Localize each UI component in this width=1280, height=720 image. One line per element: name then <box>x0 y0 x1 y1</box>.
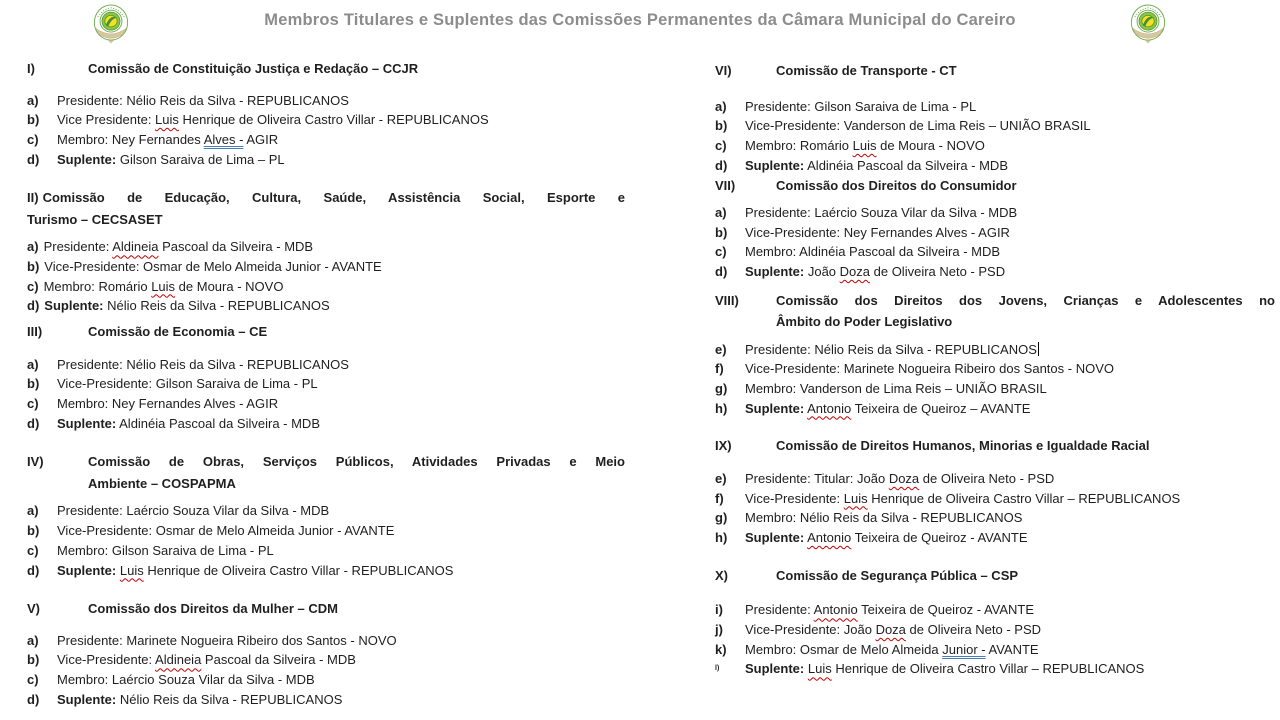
member-text: Suplente: Antonio Teixeira de Queiroz - AVANTE <box>745 530 1028 546</box>
member-list <box>715 469 1275 548</box>
commission-title <box>88 598 625 620</box>
commission-title-line: Âmbito do Poder Legislativo <box>776 314 953 330</box>
member-text: Vice Presidente: Luis Henrique de Oliveira Castro Villar - REPUBLICANOS <box>57 112 489 128</box>
list-marker: e) <box>715 341 727 357</box>
member-text: Presidente: Antonio Teixeira de Queiroz - AVANTE <box>745 602 1035 618</box>
member-list <box>715 97 1275 176</box>
member-row[interactable] <box>715 620 1275 640</box>
commission-title-line: Turismo – CECSASET <box>27 211 163 227</box>
commission-title <box>88 58 625 80</box>
member-list <box>27 355 625 434</box>
list-marker: c) <box>715 244 727 260</box>
commission-title <box>88 321 625 343</box>
member-row[interactable] <box>27 650 625 670</box>
member-text: Vice-Presidente: Vanderson de Lima Reis – UNIÃO BRASIL <box>745 118 1091 134</box>
member-text: Membro: Romário Luis de Moura - NOVO <box>43 278 284 294</box>
list-marker: c) <box>27 278 39 294</box>
member-row[interactable] <box>715 116 1275 136</box>
list-marker: a) <box>27 356 39 372</box>
section-numeral: III) <box>27 324 43 340</box>
member-row[interactable] <box>715 136 1275 156</box>
member-row[interactable] <box>715 242 1275 262</box>
member-row[interactable] <box>715 203 1275 223</box>
municipal-seal-icon <box>1129 3 1167 44</box>
commission-title-line: Comissão de Economia – CE <box>88 324 268 340</box>
member-text: Membro: Vanderson de Lima Reis – UNIÃO BRASIL <box>745 381 1047 397</box>
member-row[interactable] <box>715 469 1275 489</box>
document-column-left <box>27 50 625 710</box>
commission-section <box>715 175 1275 281</box>
commission-title-line: Comissão de Segurança Pública – CSP <box>776 567 1019 583</box>
member-text: Membro: Gilson Saraiva de Lima - PL <box>57 542 274 558</box>
spellcheck-underline: Aldineia <box>155 652 202 668</box>
list-marker: a) <box>27 239 39 255</box>
list-marker: b) <box>27 112 40 128</box>
member-text: Suplente: Gilson Saraiva de Lima – PL <box>57 151 285 167</box>
member-row[interactable] <box>715 489 1275 509</box>
list-marker: a) <box>27 632 39 648</box>
section-numeral: X) <box>715 567 728 583</box>
commission-title <box>776 290 1275 333</box>
list-marker: a) <box>715 204 727 220</box>
member-row[interactable] <box>27 150 625 170</box>
commission-section <box>27 598 625 709</box>
list-marker: b) <box>27 259 40 275</box>
section-numeral: I) <box>27 61 35 76</box>
grammar-underline: Alves - <box>203 131 244 147</box>
member-text: Membro: Osmar de Melo Almeida Junior - AVANTE <box>745 641 1039 657</box>
member-text: Membro: Aldinéia Pascoal da Silveira - MDB <box>745 244 1001 260</box>
commission-title-line: Comissão dos Direitos dos Jovens, Crianças e Adolescentes no <box>776 292 1275 308</box>
commission-title-line: Ambiente – COSPAPMA <box>88 475 236 491</box>
commission-section <box>715 435 1275 547</box>
list-marker: c) <box>27 542 39 558</box>
member-row[interactable] <box>27 91 625 111</box>
commission-title-line: Comissão de Transporte - CT <box>776 63 957 78</box>
member-row[interactable] <box>27 257 625 277</box>
member-row[interactable] <box>27 670 625 690</box>
member-text: Suplente: João Doza de Oliveira Neto - PSD <box>745 263 1006 279</box>
commission-title <box>88 451 625 494</box>
member-text: Suplente: Luis Henrique de Oliveira Castro Villar - REPUBLICANOS <box>57 562 454 578</box>
member-row[interactable] <box>27 355 625 375</box>
commission-title-line: Comissão dos Direitos da Mulher – CDM <box>88 601 338 617</box>
commission-heading[interactable] <box>715 290 1275 333</box>
list-marker: d) <box>27 691 40 707</box>
member-list <box>27 91 625 170</box>
spellcheck-underline: Luis <box>151 278 176 294</box>
commission-section <box>27 187 625 316</box>
member-text: Vice-Presidente: Marinete Nogueira Ribeiro dos Santos - NOVO <box>745 361 1114 377</box>
commission-heading[interactable] <box>27 598 625 620</box>
list-marker: c) <box>715 137 727 153</box>
list-marker: c) <box>27 672 39 688</box>
member-text: Membro: Laércio Souza Vilar da Silva - MDB <box>57 672 315 688</box>
member-text: Suplente: Luis Henrique de Oliveira Castro Villar – REPUBLICANOS <box>745 661 1145 677</box>
member-row[interactable] <box>27 110 625 130</box>
member-text: Presidente: Titular: João Doza de Oliveira Neto - PSD <box>745 470 1055 486</box>
spellcheck-underline: Antonio <box>813 602 858 618</box>
section-numeral: V) <box>27 601 40 617</box>
member-text: Vice-Presidente: João Doza de Oliveira Neto - PSD <box>745 621 1042 637</box>
commission-title-line: Comissão dos Direitos do Consumidor <box>776 178 1017 194</box>
list-marker: d) <box>715 263 728 279</box>
commission-title-line: Comissão de Obras, Serviços Públicos, Atividades Privadas e Meio <box>88 454 625 470</box>
member-text: Suplente: Aldinéia Pascoal da Silveira - MDB <box>57 415 320 431</box>
member-list <box>715 203 1275 282</box>
list-marker: c) <box>27 131 39 147</box>
spellcheck-underline: Luis <box>119 562 144 578</box>
list-marker: f) <box>715 490 724 506</box>
member-text: Presidente: Nélio Reis da Silva - REPUBLICANOS <box>745 340 1275 360</box>
member-row[interactable] <box>27 374 625 394</box>
member-row[interactable] <box>715 528 1275 548</box>
member-list <box>715 600 1275 679</box>
list-marker: d) <box>27 151 40 167</box>
member-list <box>27 631 625 710</box>
page-title: Membros Titulares e Suplentes das Comissões Permanentes da Câmara Municipal do Careiro <box>264 11 1016 29</box>
spellcheck-underline: Doza <box>875 621 906 637</box>
commission-heading[interactable] <box>27 451 625 494</box>
commission-title <box>776 435 1275 457</box>
commission-title <box>776 565 1275 587</box>
list-marker: b) <box>27 376 40 392</box>
list-marker: d) <box>27 415 40 431</box>
section-numeral: IV) <box>27 454 44 470</box>
commission-heading[interactable] <box>715 435 1275 457</box>
commission-heading[interactable] <box>715 175 1275 197</box>
commission-title-line: Comissão de Constituição Justiça e Redação – CCJR <box>88 61 419 76</box>
commission-title <box>776 60 1275 82</box>
member-text: Presidente: Nélio Reis da Silva - REPUBLICANOS <box>57 356 349 372</box>
member-text: Membro: Nélio Reis da Silva - REPUBLICANOS <box>745 510 1023 526</box>
member-list <box>27 501 625 580</box>
list-marker: l) <box>715 665 720 673</box>
member-row[interactable] <box>715 508 1275 528</box>
spellcheck-underline: Antonio <box>807 400 852 416</box>
list-marker: c) <box>27 396 39 412</box>
list-marker: j) <box>715 621 723 637</box>
member-text: Membro: Ney Fernandes Alves - AGIR <box>57 131 279 147</box>
member-row[interactable] <box>27 237 625 257</box>
commission-heading[interactable] <box>715 565 1275 587</box>
list-marker: b) <box>715 224 728 240</box>
section-numeral: II) <box>27 190 39 206</box>
member-row[interactable] <box>715 600 1275 620</box>
member-text: Vice-Presidente: Osmar de Melo Almeida Junior - AVANTE <box>57 523 395 539</box>
member-text: Suplente: Aldinéia Pascoal da Silveira - MDB <box>745 157 1008 173</box>
list-marker: a) <box>27 503 39 519</box>
list-marker: d) <box>715 157 728 173</box>
list-marker: b) <box>27 652 40 668</box>
spellcheck-underline: Luis <box>843 490 868 506</box>
member-text: Membro: Ney Fernandes Alves - AGIR <box>57 396 279 412</box>
member-text: Presidente: Laércio Souza Vilar da Silva - MDB <box>57 503 330 519</box>
list-marker: d) <box>27 562 40 578</box>
section-numeral: VI) <box>715 63 732 78</box>
member-row[interactable] <box>715 156 1275 176</box>
member-row[interactable] <box>715 399 1275 419</box>
member-text: Vice-Presidente: Gilson Saraiva de Lima - PL <box>57 376 318 392</box>
list-marker: e) <box>715 470 727 486</box>
commission-title-line: Comissão de Direitos Humanos, Minorias e Igualdade Racial <box>776 438 1150 454</box>
member-row[interactable] <box>27 501 625 521</box>
section-numeral: VIII) <box>715 292 739 308</box>
spellcheck-underline: Luis <box>155 112 179 128</box>
member-row[interactable] <box>715 379 1275 399</box>
commission-section <box>27 321 625 433</box>
member-text: Membro: Romário Luis de Moura - NOVO <box>745 137 985 153</box>
member-text: Presidente: Marinete Nogueira Ribeiro dos Santos - NOVO <box>57 632 397 648</box>
member-list <box>715 340 1275 419</box>
list-marker: d) <box>27 298 40 314</box>
spellcheck-underline: Aldineia <box>112 239 159 255</box>
member-row[interactable] <box>715 659 1275 679</box>
member-text: Vice-Presidente: Ney Fernandes Alves - AGIR <box>745 224 1010 240</box>
member-text: Vice-Presidente: Luis Henrique de Oliveira Castro Villar – REPUBLICANOS <box>745 490 1181 506</box>
commission-section <box>715 565 1275 679</box>
member-row[interactable] <box>27 414 625 434</box>
commission-title <box>776 175 1275 197</box>
spellcheck-underline: Luis <box>807 661 832 677</box>
commission-section <box>27 451 625 580</box>
list-marker: f) <box>715 361 724 377</box>
member-text: Presidente: Laércio Souza Vilar da Silva - MDB <box>745 204 1018 220</box>
member-row[interactable] <box>715 97 1275 117</box>
commission-section <box>27 58 625 169</box>
section-numeral: VII) <box>715 178 736 194</box>
member-row[interactable] <box>27 521 625 541</box>
member-row[interactable] <box>27 541 625 561</box>
commission-heading[interactable] <box>27 321 625 343</box>
member-row[interactable] <box>715 640 1275 660</box>
spellcheck-underline: Doza <box>888 470 920 486</box>
member-row[interactable] <box>715 223 1275 243</box>
document-column-right <box>715 50 1275 679</box>
list-marker: g) <box>715 381 728 397</box>
spellcheck-underline: Doza <box>839 263 871 279</box>
list-marker: a) <box>715 98 727 114</box>
list-marker: a) <box>27 92 39 108</box>
list-marker: k) <box>715 641 727 657</box>
member-text: Vice-Presidente: Aldineia Pascoal da Silveira - MDB <box>57 652 356 668</box>
member-row[interactable] <box>27 277 625 297</box>
list-marker: b) <box>27 523 40 539</box>
member-row[interactable] <box>27 690 625 710</box>
section-numeral: IX) <box>715 438 732 454</box>
list-marker: h) <box>715 530 728 546</box>
member-text: Presidente: Nélio Reis da Silva - REPUBLICANOS <box>57 92 349 108</box>
member-text: Suplente: Nélio Reis da Silva - REPUBLICANOS <box>44 298 330 314</box>
text-cursor <box>1038 342 1039 356</box>
grammar-underline: Junior - <box>942 641 986 657</box>
commission-title-line: II) Comissão de Educação, Cultura, Saúde, Assistência Social, Esporte e <box>27 190 625 206</box>
spellcheck-underline: Luis <box>852 137 877 153</box>
list-marker: i) <box>715 602 723 618</box>
member-row[interactable] <box>27 296 625 316</box>
list-marker: b) <box>715 118 728 134</box>
commission-heading[interactable] <box>27 58 625 80</box>
member-row[interactable] <box>27 130 625 150</box>
commission-heading[interactable] <box>27 187 625 230</box>
member-text: Suplente: Nélio Reis da Silva - REPUBLICANOS <box>57 691 343 707</box>
member-row[interactable] <box>715 262 1275 282</box>
commission-heading[interactable] <box>715 60 1275 82</box>
member-row[interactable] <box>27 394 625 414</box>
list-marker: h) <box>715 400 728 416</box>
member-list <box>27 237 625 316</box>
member-row[interactable] <box>27 561 625 581</box>
member-row[interactable] <box>27 631 625 651</box>
member-text: Presidente: Gilson Saraiva de Lima - PL <box>745 98 977 114</box>
commission-section <box>715 290 1275 419</box>
member-row[interactable] <box>715 340 1275 360</box>
member-text: Suplente: Antonio Teixeira de Queiroz – AVANTE <box>745 400 1031 416</box>
member-text: Presidente: Aldineia Pascoal da Silveira - MDB <box>43 239 314 255</box>
spellcheck-underline: Antonio <box>807 530 852 546</box>
commission-section <box>715 60 1275 175</box>
member-row[interactable] <box>715 359 1275 379</box>
list-marker: g) <box>715 510 728 526</box>
member-text: Vice-Presidente: Osmar de Melo Almeida Junior - AVANTE <box>44 259 382 275</box>
